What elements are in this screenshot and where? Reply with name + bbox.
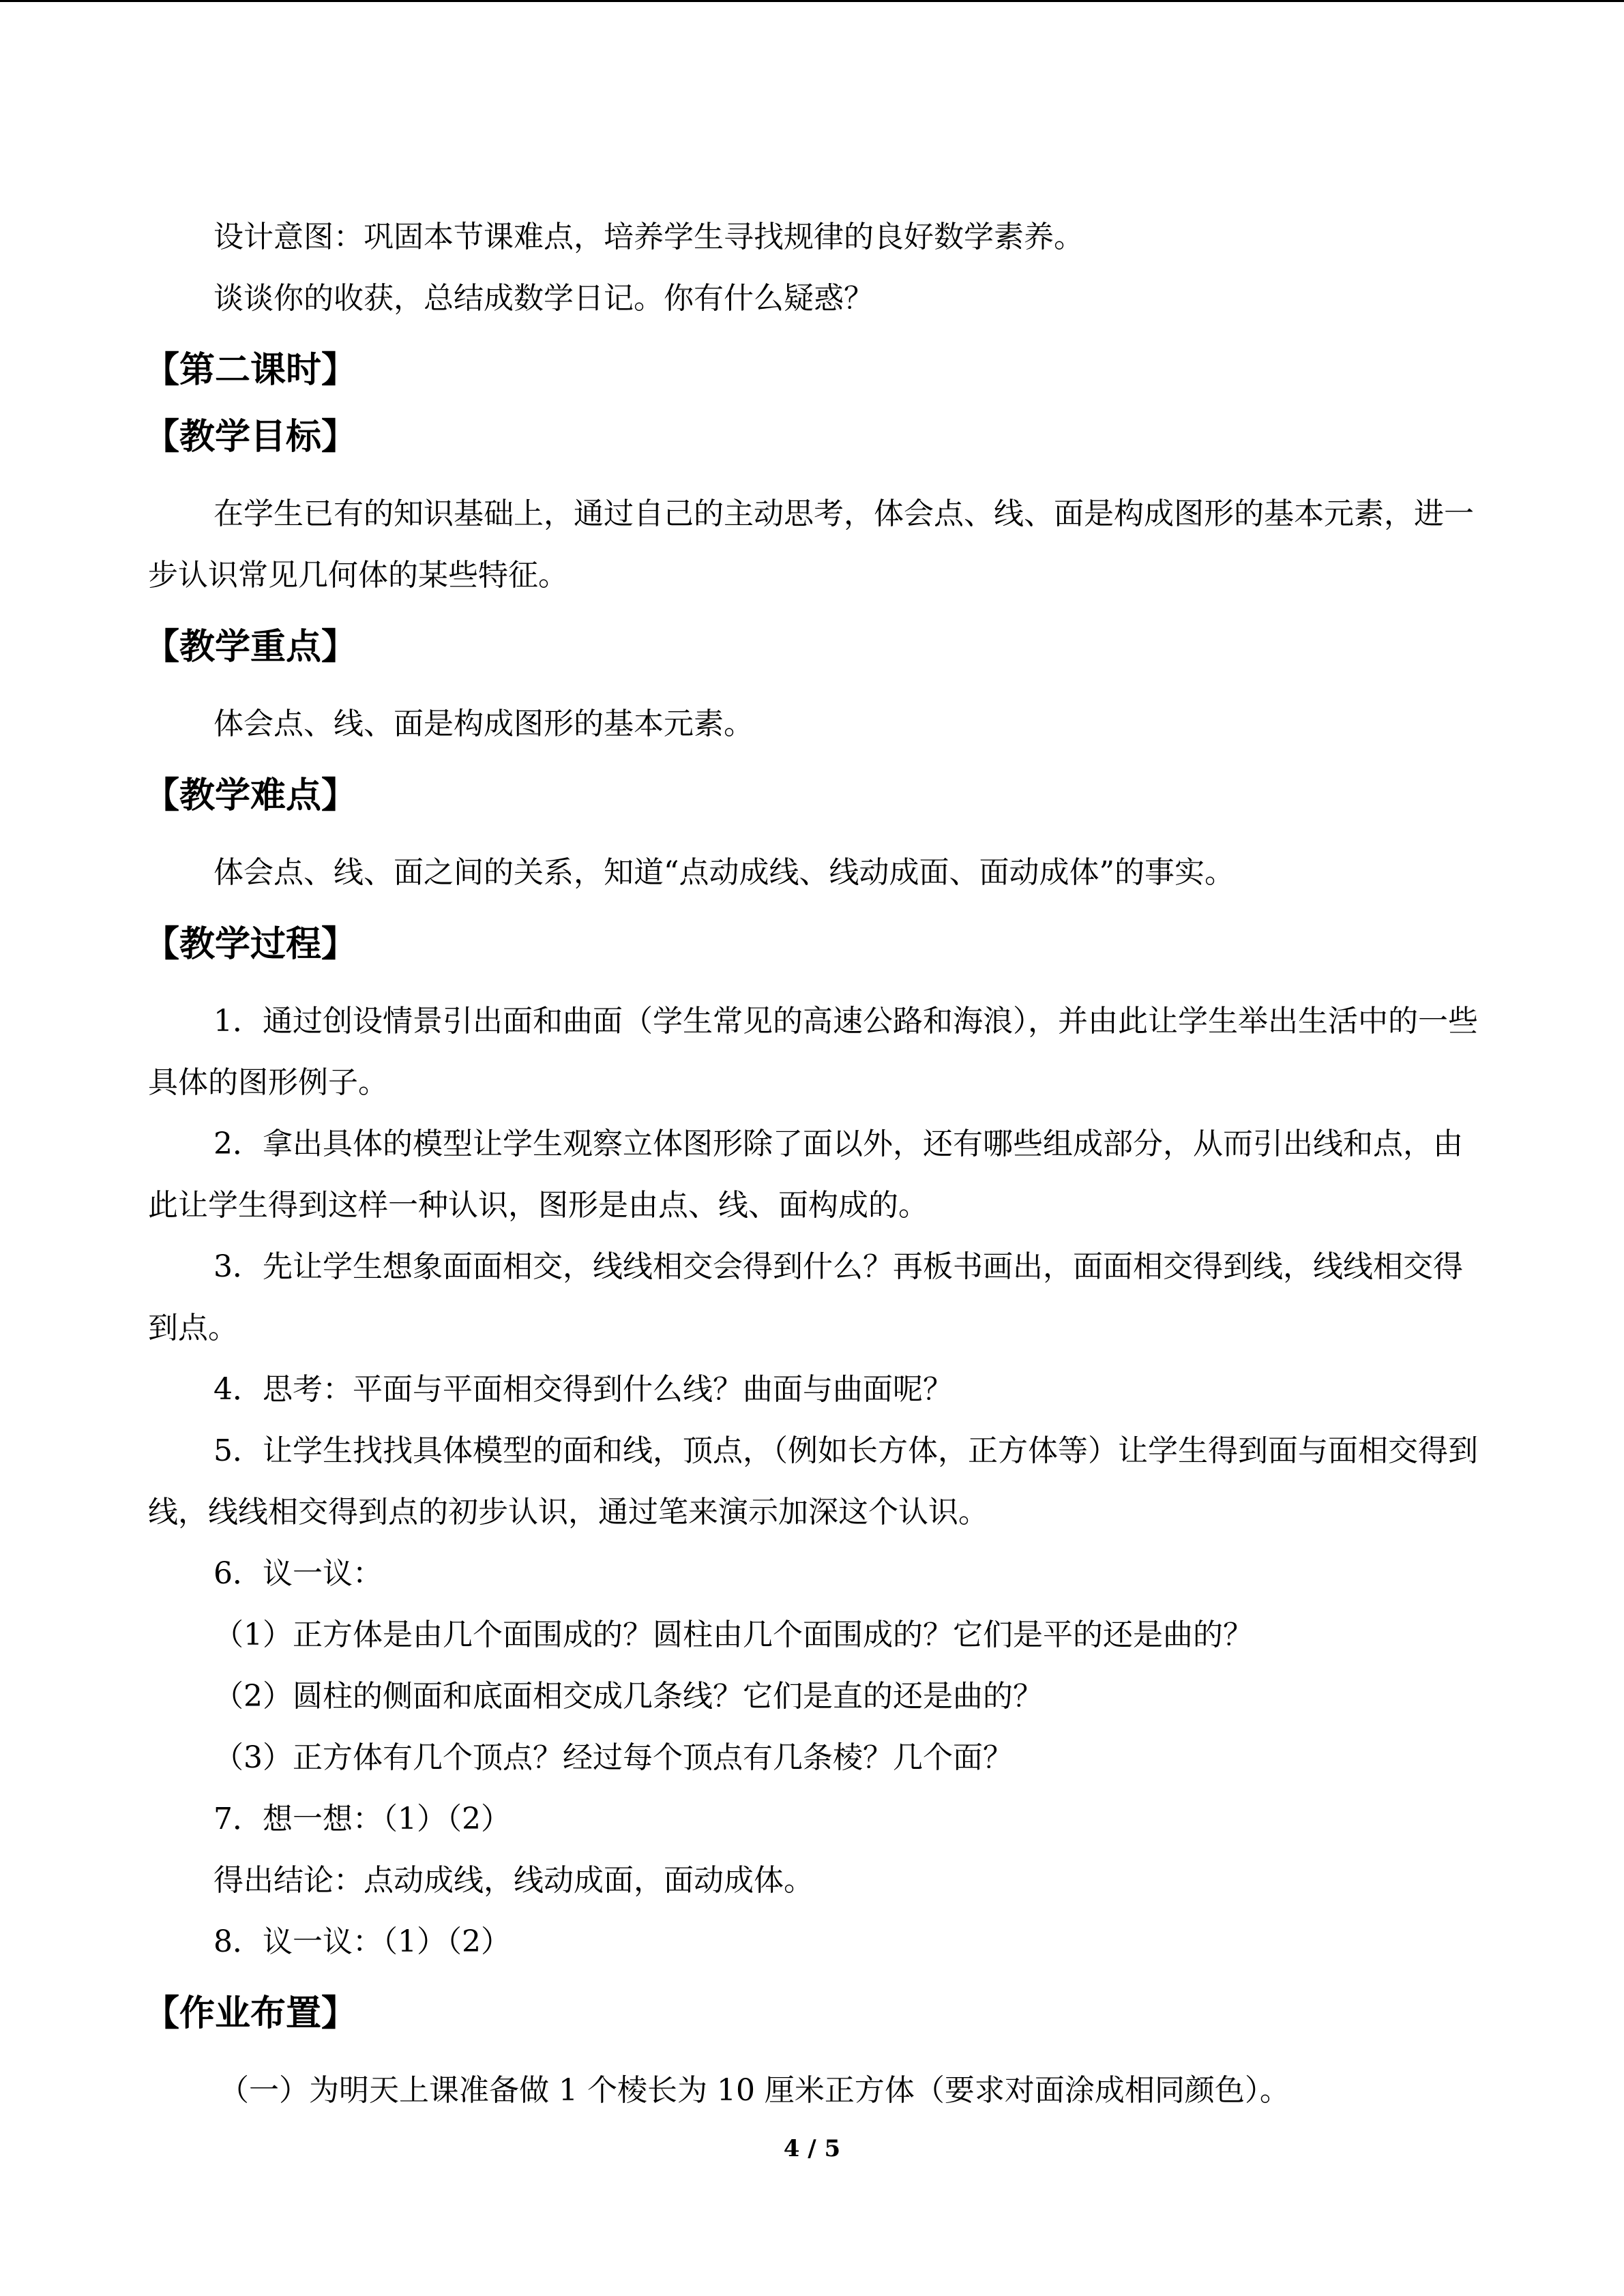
process-step: 3．先让学生想象面面相交，线线相交会得到什么？再板书画出，面面相交得到线，线线相交得到点。: [148, 1249, 1463, 1345]
process-step: 1．通过创设情景引出面和曲面（学生常见的高速公路和海浪），并由此让学生举出生活中的一些具体的图形例子。: [148, 1004, 1478, 1100]
process-step: 2．拿出具体的模型让学生观察立体图形除了面以外，还有哪些组成部分，从而引出线和点，由此让学生得到这样一种认识，图形是由点、线、面构成的。: [148, 1127, 1463, 1223]
conclusion-text: 得出结论：点动成线，线动成面，面动成体。: [213, 1863, 814, 1898]
key-points-text: 体会点、线、面是构成图形的基本元素。: [213, 706, 754, 741]
difficulties-text: 体会点、线、面之间的关系，知道“点动成线、线动成面、面动成体”的事实。: [213, 855, 1235, 890]
heading-homework: 【作业布置】: [144, 1993, 357, 2034]
think-step: 7．想一想：（1）（2）: [213, 1802, 511, 1836]
discuss-item: （1）正方体是由几个面围成的？圆柱由几个面围成的？它们是平的还是曲的？: [213, 1617, 1253, 1652]
heading-lesson-two: 【第二课时】: [144, 350, 357, 391]
reflection-paragraph: 谈谈你的收获，总结成数学日记。你有什么疑惑？: [213, 281, 874, 316]
discuss-item: （3）正方体有几个顶点？经过每个顶点有几条棱？几个面？: [213, 1740, 1013, 1775]
document-body: [144, 207, 1478, 2121]
page-number: 4 / 5: [783, 2135, 841, 2162]
process-step: 4．思考：平面与平面相交得到什么线？曲面与曲面呢？: [213, 1372, 953, 1407]
homework-text: （一）为明天上课准备做 1 个棱长为 10 厘米正方体（要求对面涂成相同颜色）。: [219, 2073, 1290, 2108]
discuss-step-two: 8．议一议：（1）（2）: [213, 1924, 511, 1959]
heading-difficulties: 【教学难点】: [144, 775, 357, 816]
process-step: 6．议一议：: [213, 1556, 383, 1591]
heading-key-points: 【教学重点】: [144, 627, 357, 668]
discuss-item: （2）圆柱的侧面和底面相交成几条线？它们是直的还是曲的？: [213, 1679, 1043, 1714]
heading-teaching-process: 【教学过程】: [144, 924, 357, 965]
teaching-goals-text: 在学生已有的知识基础上，通过自己的主动思考，体会点、线、面是构成图形的基本元素，进一步认识常见几何体的某些特征。: [148, 496, 1474, 593]
heading-teaching-goals: 【教学目标】: [144, 417, 357, 458]
design-intent-paragraph: 设计意图：巩固本节课难点，培养学生寻找规律的良好数学素养。: [213, 220, 1084, 254]
process-step: 5．让学生找找具体模型的面和线，顶点，（例如长方体，正方体等）让学生得到面与面相交得到线，线线相交得到点的初步认识，通过笔来演示加深这个认识。: [148, 1433, 1478, 1530]
